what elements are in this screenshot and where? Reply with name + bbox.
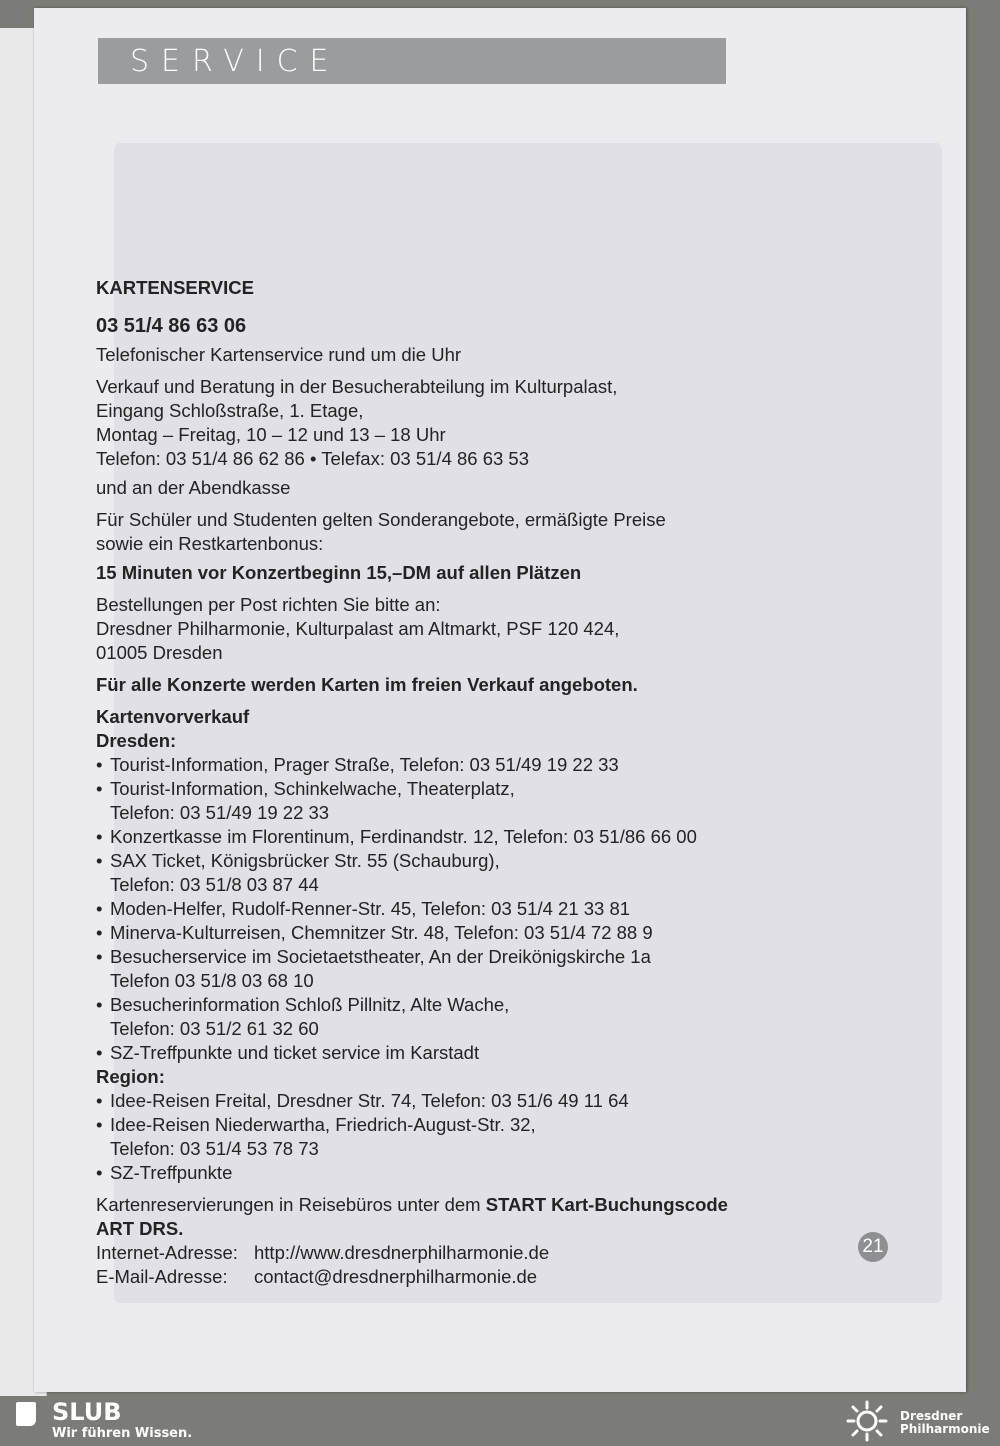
list-item-text: • Tourist-Information, Schinkelwache, Theaterplatz, <box>110 778 515 799</box>
reservation-code: ART DRS. <box>96 1218 184 1239</box>
reservation-line <box>96 1193 856 1217</box>
list-item <box>96 1089 856 1113</box>
vorverkauf-heading: Kartenvorverkauf <box>96 706 250 727</box>
page-content <box>96 276 856 1289</box>
reservation-text: Kartenreservierungen in Reisebüros unter dem <box>96 1194 486 1215</box>
list-item-text: • Besucherinformation Schloß Pillnitz, Alte Wache, <box>110 994 510 1015</box>
last-minute-offer: 15 Minuten vor Konzertbeginn 15,–DM auf allen Plätzen <box>96 562 582 583</box>
list-item <box>96 1161 856 1185</box>
list-item-text: • SZ-Treffpunkte <box>110 1162 233 1183</box>
list-item <box>96 849 856 897</box>
list-item <box>96 753 856 777</box>
footer-bar <box>0 1396 1000 1446</box>
list-item-text: Telefon 03 51/8 03 68 10 <box>110 970 314 991</box>
sales-line: Eingang Schloßstraße, 1. Etage, <box>96 400 364 421</box>
list-item <box>96 921 856 945</box>
students-line: Für Schüler und Studenten gelten Sonderangebote, ermäßigte Preise <box>96 509 666 530</box>
internet-row <box>96 1241 856 1265</box>
philharmonie-line: Philharmonie <box>900 1422 990 1436</box>
sales-line: Verkauf und Beratung in der Besucherabteilung im Kulturpalast, <box>96 376 618 397</box>
post-line: 01005 Dresden <box>96 642 223 663</box>
slub-slogan: Wir führen Wissen. <box>52 1426 193 1441</box>
reservation-code-label: START Kart-Buchungscode <box>485 1194 728 1215</box>
post-order-block <box>96 593 856 665</box>
list-item-text: Telefon: 03 51/4 53 78 73 <box>110 1138 319 1159</box>
dresden-label: Dresden: <box>96 730 177 751</box>
list-item-text: Telefon: 03 51/49 19 22 33 <box>110 802 330 823</box>
kartenservice-heading: KARTENSERVICE <box>96 277 254 298</box>
page-title: SERVICE <box>130 44 341 79</box>
list-item <box>96 777 856 825</box>
philharmonie-sun-icon <box>842 1398 892 1444</box>
dresden-list <box>96 753 856 1065</box>
philharmonie-line: Dresdner <box>900 1409 963 1423</box>
students-line: sowie ein Restkartenbonus: <box>96 533 324 554</box>
hotline-description: Telefonischer Kartenservice rund um die Uhr <box>96 344 462 365</box>
email-row <box>96 1265 856 1289</box>
slub-logo-icon <box>16 1402 36 1426</box>
email-link[interactable]: contact@dresdnerphilharmonie.de <box>254 1266 538 1287</box>
free-sale-note: Für alle Konzerte werden Karten im freien Verkauf angeboten. <box>96 674 638 695</box>
region-list <box>96 1089 856 1185</box>
hotline-number: 03 51/4 86 63 06 <box>96 315 247 337</box>
list-item <box>96 993 856 1041</box>
header-bar <box>98 38 726 84</box>
abendkasse-note: und an der Abendkasse <box>96 477 291 498</box>
list-item-text: • Besucherservice im Societaetstheater, An der Dreikönigskirche 1a <box>110 946 651 967</box>
philharmonie-logo-text <box>900 1410 990 1436</box>
list-item <box>96 897 856 921</box>
post-line: Bestellungen per Post richten Sie bitte an: <box>96 594 441 615</box>
internet-label: Internet-Adresse: <box>96 1242 238 1263</box>
sales-info-block <box>96 375 856 471</box>
page-number: 21 <box>858 1232 888 1262</box>
list-item-text: • Moden-Helfer, Rudolf-Renner-Str. 45, Telefon: 03 51/4 21 33 81 <box>110 898 631 919</box>
list-item-text: • SAX Ticket, Königsbrücker Str. 55 (Schauburg), <box>110 850 500 871</box>
list-item-text: • SZ-Treffpunkte und ticket service im Karstadt <box>110 1042 480 1063</box>
sales-line: Montag – Freitag, 10 – 12 und 13 – 18 Uhr <box>96 424 446 445</box>
list-item-text: • Konzertkasse im Florentinum, Ferdinandstr. 12, Telefon: 03 51/86 66 00 <box>110 826 697 847</box>
list-item-text: • Minerva-Kulturreisen, Chemnitzer Str. 48, Telefon: 03 51/4 72 88 9 <box>110 922 653 943</box>
students-block <box>96 508 856 556</box>
website-link[interactable]: http://www.dresdnerphilharmonie.de <box>254 1242 550 1263</box>
post-line: Dresdner Philharmonie, Kulturpalast am Altmarkt, PSF 120 424, <box>96 618 620 639</box>
list-item <box>96 945 856 993</box>
list-item-text: Telefon: 03 51/2 61 32 60 <box>110 1018 319 1039</box>
sales-line: Telefon: 03 51/4 86 62 86 • Telefax: 03 51/4 86 63 53 <box>96 448 530 469</box>
list-item-text: • Tourist-Information, Prager Straße, Telefon: 03 51/49 19 22 33 <box>110 754 619 775</box>
list-item-text: • Idee-Reisen Niederwartha, Friedrich-August-Str. 32, <box>110 1114 536 1135</box>
region-label: Region: <box>96 1066 165 1087</box>
list-item-text: Telefon: 03 51/8 03 87 44 <box>110 874 319 895</box>
list-item <box>96 1113 856 1161</box>
email-label: E-Mail-Adresse: <box>96 1266 228 1287</box>
slub-name: SLUB <box>52 1398 122 1426</box>
list-item <box>96 825 856 849</box>
list-item <box>96 1041 856 1065</box>
list-item-text: • Idee-Reisen Freital, Dresdner Str. 74, Telefon: 03 51/6 49 11 64 <box>110 1090 629 1111</box>
